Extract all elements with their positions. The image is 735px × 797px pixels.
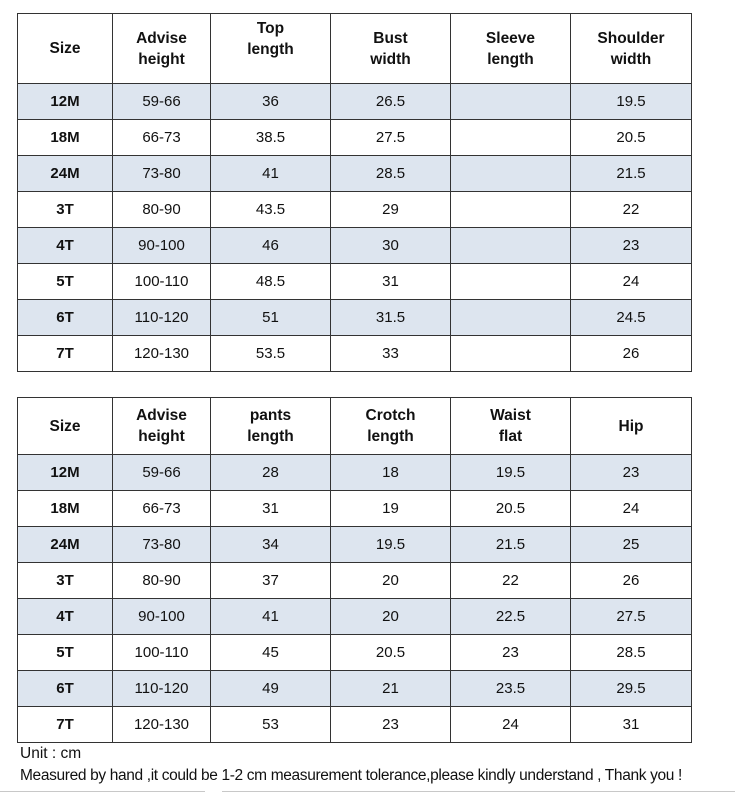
table-cell: 37 [211,563,331,599]
table-cell [451,84,571,120]
table-cell: 25 [571,527,692,563]
table-cell: 24.5 [571,300,692,336]
table-cell: 73-80 [113,527,211,563]
size-cell: 3T [18,563,113,599]
table-cell: 19.5 [451,455,571,491]
table-cell: 26.5 [331,84,451,120]
table-cell: 110-120 [113,671,211,707]
bottom-size-chart [17,397,692,743]
table-cell: 24 [571,264,692,300]
table-cell: 20.5 [451,491,571,527]
header-cell: Size [18,398,113,455]
table-cell: 21.5 [571,156,692,192]
table-cell: 80-90 [113,563,211,599]
size-cell: 6T [18,300,113,336]
table-row [18,671,692,707]
table-row [18,707,692,743]
header-cell: Advise height [113,398,211,455]
table-cell [451,192,571,228]
size-cell: 18M [18,120,113,156]
divider-line [0,791,205,792]
table-row [18,84,692,120]
size-cell: 12M [18,84,113,120]
header-cell: Shoulder width [571,14,692,84]
table-cell: 20.5 [571,120,692,156]
table-cell: 73-80 [113,156,211,192]
size-cell: 5T [18,635,113,671]
table-cell: 90-100 [113,228,211,264]
table-cell: 31.5 [331,300,451,336]
table-row [18,635,692,671]
table-cell: 19.5 [331,527,451,563]
table-cell [451,300,571,336]
table-cell: 33 [331,336,451,372]
table-cell: 27.5 [331,120,451,156]
table-row [18,300,692,336]
table-cell: 20 [331,563,451,599]
header-cell: Crotch length [331,398,451,455]
table-cell: 22.5 [451,599,571,635]
table-cell: 24 [571,491,692,527]
table-cell [451,336,571,372]
header-cell: pants length [211,398,331,455]
table-row [18,455,692,491]
unit-note: Unit : cm [20,745,82,762]
table-header-row [18,14,692,84]
table-cell: 19 [331,491,451,527]
table-row [18,336,692,372]
table-cell: 31 [571,707,692,743]
size-cell: 5T [18,264,113,300]
table-row [18,156,692,192]
table-cell: 46 [211,228,331,264]
top-size-chart [17,13,692,372]
table-row [18,527,692,563]
table-cell: 110-120 [113,300,211,336]
table-cell: 100-110 [113,264,211,300]
table-cell: 36 [211,84,331,120]
table-cell: 21 [331,671,451,707]
table-cell: 26 [571,336,692,372]
table-cell: 66-73 [113,491,211,527]
table-cell: 23 [451,635,571,671]
size-cell: 24M [18,156,113,192]
table-cell: 23 [571,455,692,491]
table-cell [451,120,571,156]
size-cell: 4T [18,228,113,264]
table-cell: 66-73 [113,120,211,156]
table-row [18,120,692,156]
table-cell: 41 [211,599,331,635]
table-header-row [18,398,692,455]
table-cell: 51 [211,300,331,336]
size-cell: 7T [18,336,113,372]
size-cell: 3T [18,192,113,228]
size-cell: 12M [18,455,113,491]
header-cell: Size [18,14,113,84]
size-cell: 7T [18,707,113,743]
table-cell: 28.5 [571,635,692,671]
header-cell: Advise height [113,14,211,84]
table-row [18,228,692,264]
table-row [18,599,692,635]
table-cell: 49 [211,671,331,707]
header-cell: Bust width [331,14,451,84]
table-cell: 22 [451,563,571,599]
header-cell: Hip [571,398,692,455]
table-cell: 100-110 [113,635,211,671]
table-cell: 45 [211,635,331,671]
table-cell: 28 [211,455,331,491]
table-cell: 27.5 [571,599,692,635]
header-cell: Sleeve length [451,14,571,84]
table-cell: 38.5 [211,120,331,156]
table-cell: 120-130 [113,707,211,743]
table-cell: 21.5 [451,527,571,563]
table-cell [451,228,571,264]
table-cell: 90-100 [113,599,211,635]
table-cell: 29 [331,192,451,228]
size-cell: 4T [18,599,113,635]
table-row [18,264,692,300]
table-cell: 53 [211,707,331,743]
table-cell: 31 [211,491,331,527]
table-cell: 19.5 [571,84,692,120]
divider-line [222,791,735,792]
table-cell: 120-130 [113,336,211,372]
table-row [18,563,692,599]
size-cell: 24M [18,527,113,563]
table-cell: 26 [571,563,692,599]
tolerance-note: Measured by hand ,it could be 1-2 cm measurement tolerance,please kindly understand , Thank you ! [20,767,682,784]
table-cell: 48.5 [211,264,331,300]
table-cell: 34 [211,527,331,563]
header-cell: Top length [211,14,331,84]
table-cell: 43.5 [211,192,331,228]
size-cell: 6T [18,671,113,707]
header-cell: Waist flat [451,398,571,455]
table-cell: 53.5 [211,336,331,372]
table-cell: 20 [331,599,451,635]
table-cell: 18 [331,455,451,491]
table-cell: 80-90 [113,192,211,228]
table-row [18,491,692,527]
table-cell: 22 [571,192,692,228]
table-cell: 24 [451,707,571,743]
size-cell: 18M [18,491,113,527]
table-cell: 29.5 [571,671,692,707]
table-cell: 23 [571,228,692,264]
table-cell: 28.5 [331,156,451,192]
table-cell: 30 [331,228,451,264]
table-cell: 59-66 [113,455,211,491]
table-row [18,192,692,228]
table-cell [451,264,571,300]
table-cell [451,156,571,192]
table-cell: 41 [211,156,331,192]
table-cell: 23 [331,707,451,743]
table-cell: 59-66 [113,84,211,120]
table-cell: 31 [331,264,451,300]
table-cell: 23.5 [451,671,571,707]
table-cell: 20.5 [331,635,451,671]
